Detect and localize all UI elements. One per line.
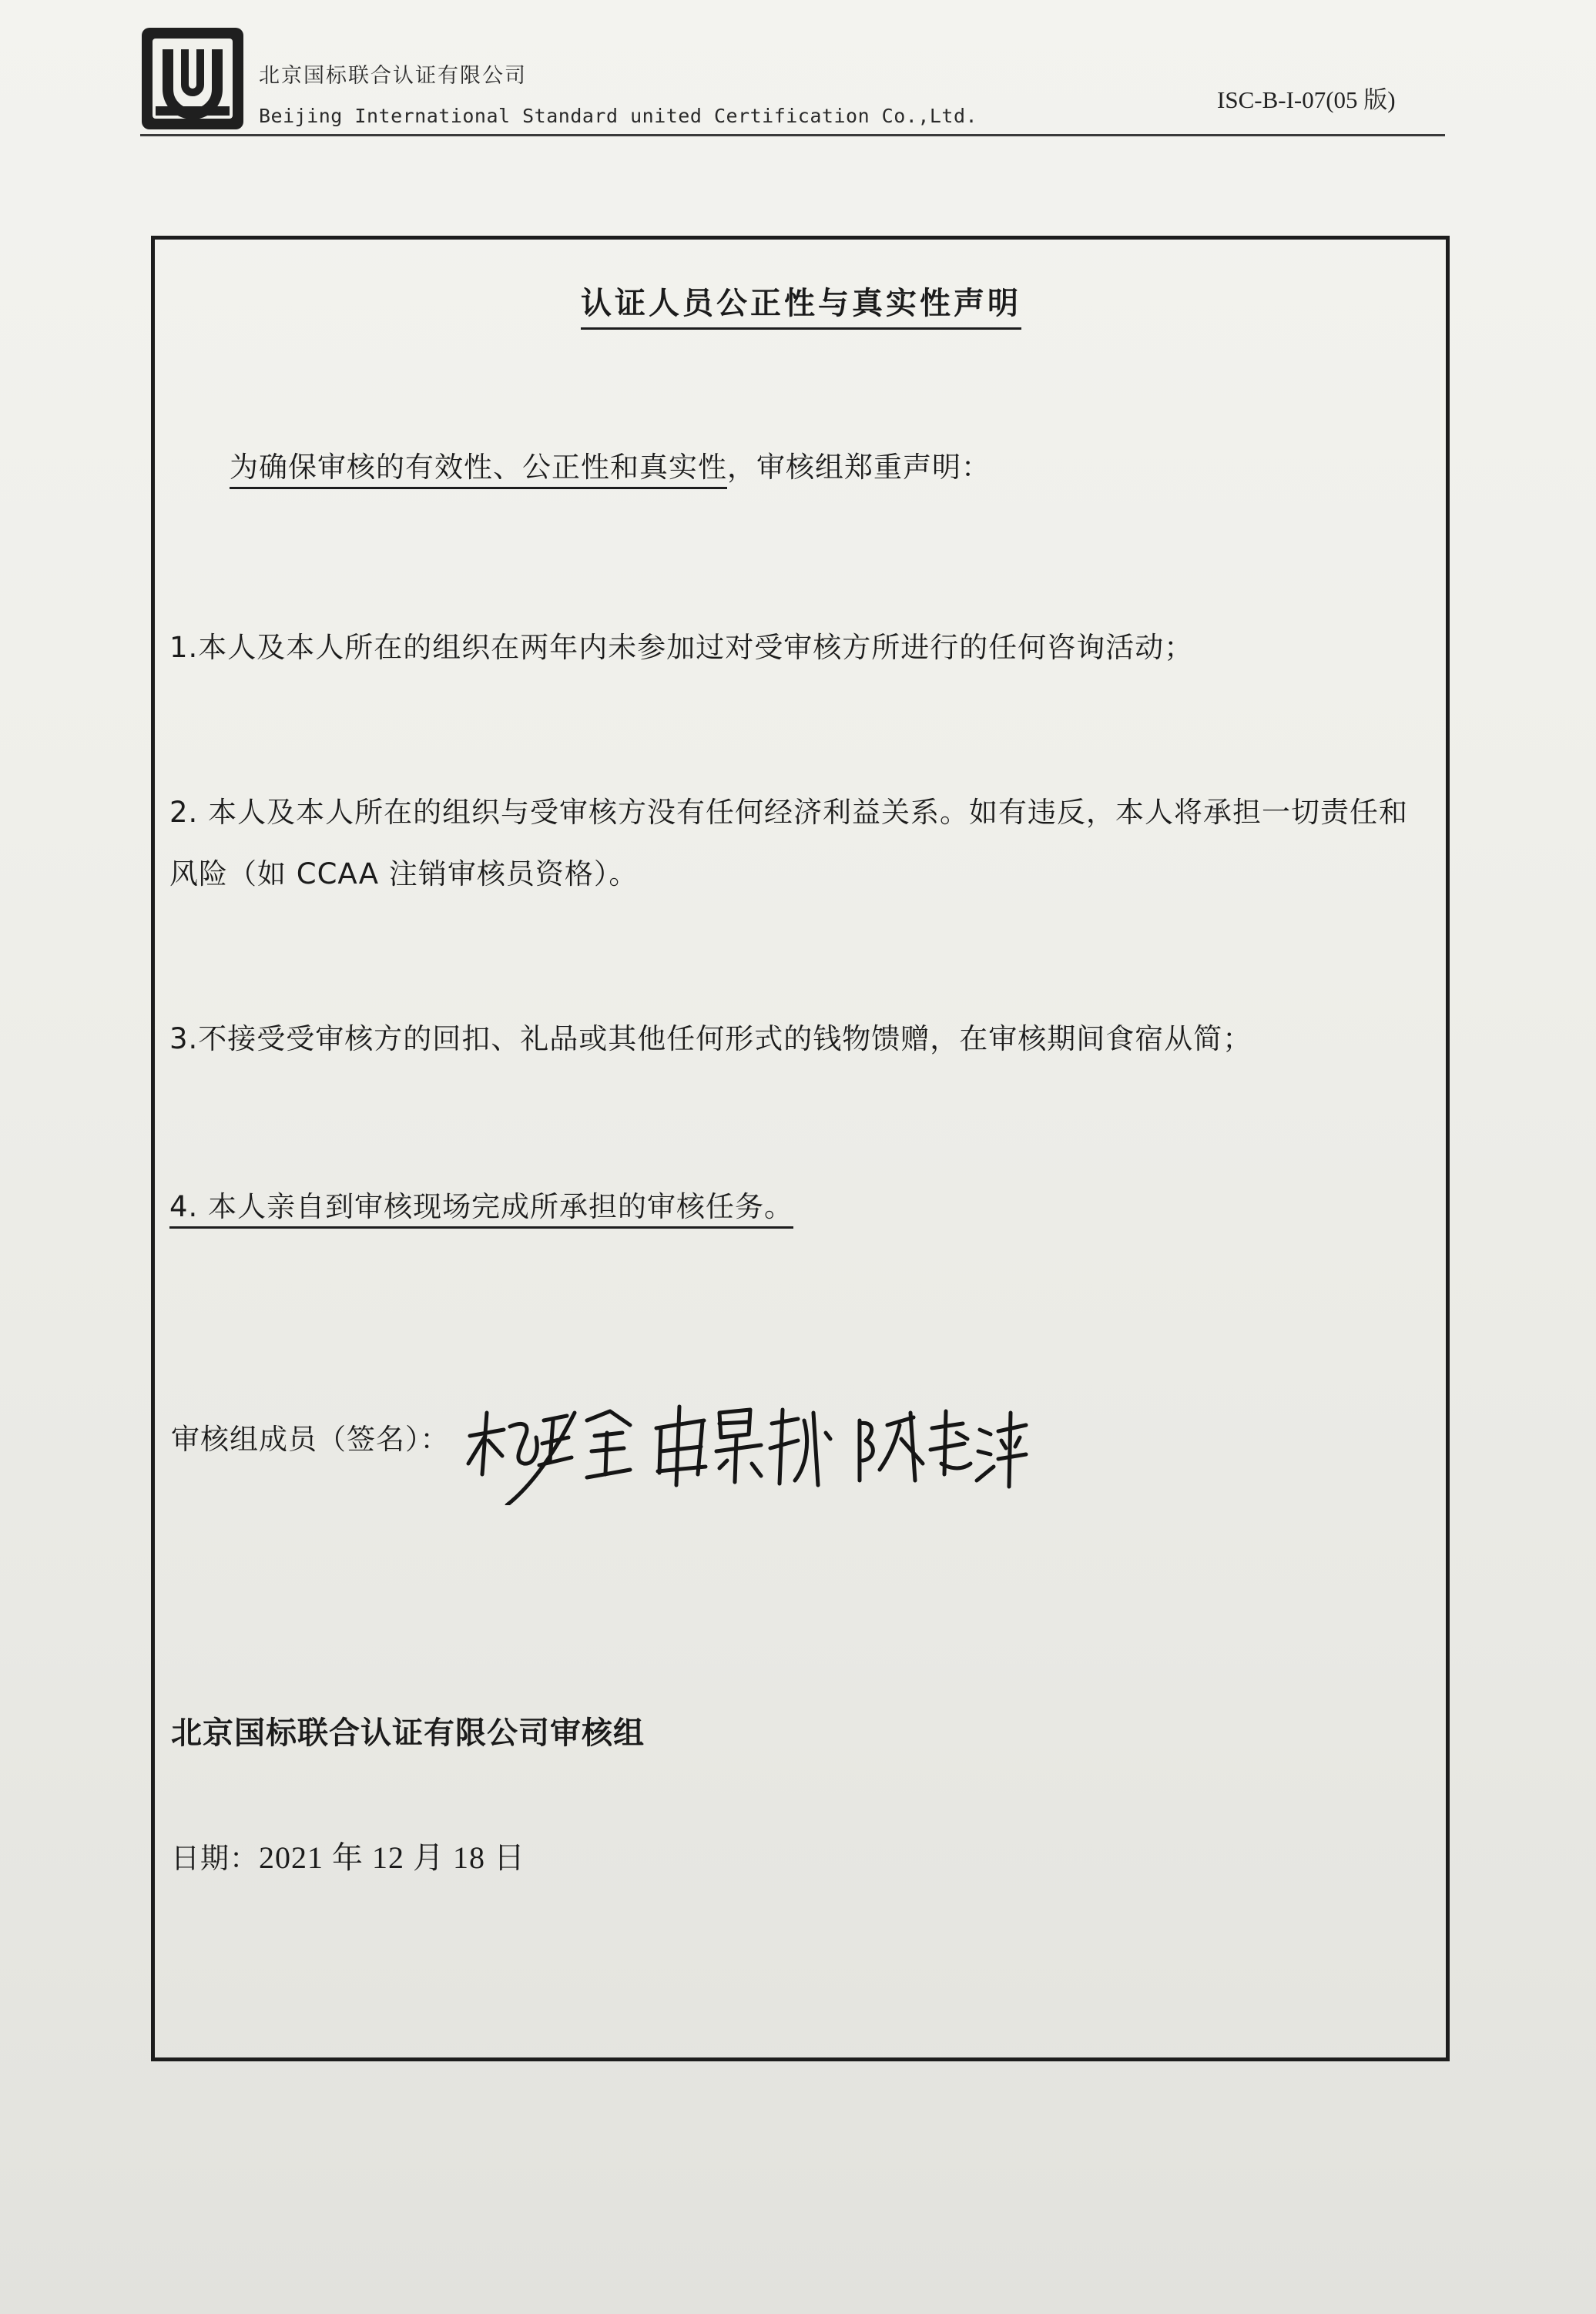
intro-rest: ，审核组郑重声明： xyxy=(727,451,991,484)
statement-title-text: 认证人员公正性与真实性声明 xyxy=(581,279,1021,330)
date-label: 日期： xyxy=(171,1842,259,1875)
company-name-en: Beijing International Standard united Certification Co.,Ltd. xyxy=(259,105,978,127)
statement-frame xyxy=(151,236,1450,2061)
statement-item-2-line-1: 2. 本人及本人所在的组织与受审核方没有任何经济利益关系。如有违反，本人将承担一切责任和 xyxy=(169,796,1409,829)
form-code: ISC-B-I-07(05 版) xyxy=(1217,86,1396,113)
date-value: 2021 年 12 月 18 日 xyxy=(259,1840,525,1875)
item-4-text: 4. 本人亲自到审核现场完成所承担的审核任务。 xyxy=(169,1190,793,1229)
statement-title xyxy=(0,279,1596,330)
company-name-cn: 北京国标联合认证有限公司 xyxy=(259,64,527,88)
statement-item-3: 3.不接受受审核方的回扣、礼品或其他任何形式的钱物馈赠，在审核期间食宿从简； xyxy=(169,1022,1252,1055)
date-row xyxy=(171,1833,525,1877)
statement-item-4 xyxy=(169,1183,793,1225)
signature-label: 审核组成员（签名）： xyxy=(171,1423,450,1456)
statement-intro xyxy=(230,444,991,485)
intro-underlined: 为确保审核的有效性、公正性和真实性 xyxy=(230,451,727,489)
header-divider xyxy=(140,134,1445,136)
statement-item-1: 1.本人及本人所在的组织在两年内未参加过对受审核方所进行的任何咨询活动； xyxy=(169,631,1194,664)
organization-name: 北京国标联合认证有限公司审核组 xyxy=(171,1715,645,1751)
company-logo-icon xyxy=(140,26,245,131)
handwritten-signatures xyxy=(459,1390,1029,1505)
statement-item-2-line-2: 风险（如 CCAA 注销审核员资格）。 xyxy=(169,857,639,890)
